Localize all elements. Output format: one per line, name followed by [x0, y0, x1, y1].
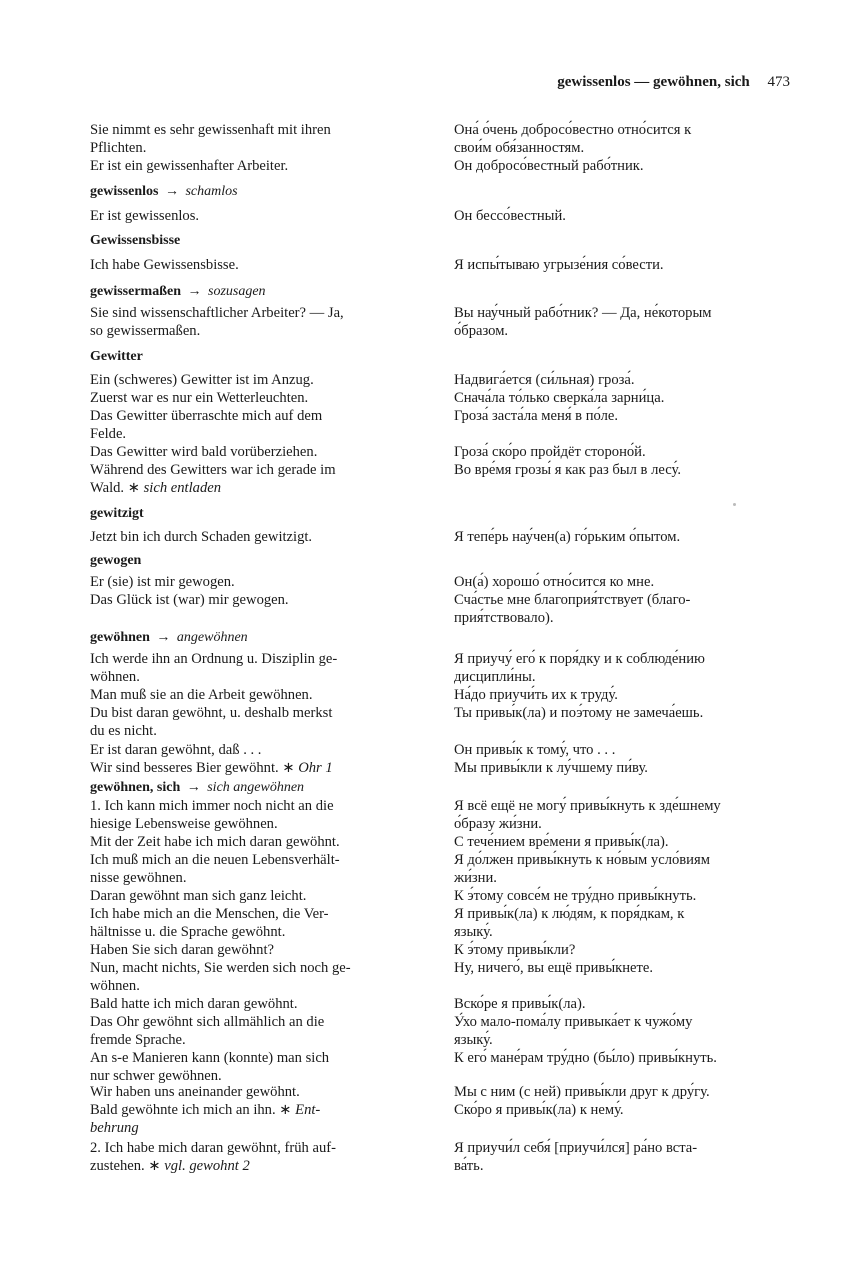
russian-text: К э́тому совсе́м не тру́дно привы́кнуть. — [454, 888, 697, 904]
german-phrase: Wir haben uns aneinander gewöhnt. — [90, 1084, 300, 1100]
russian-text: Она́ о́чень добросо́вестно отно́сится к — [454, 122, 692, 138]
headword-term: Gewitter — [90, 349, 143, 364]
german-phrase: Wald. — [90, 480, 125, 496]
russian-text: прия́тствовало). — [454, 610, 554, 626]
german-phrase: Das Ohr gewöhnt sich allmählich an die — [90, 1014, 325, 1030]
russian-text: Надвига́ется (си́льная) гроза́. — [454, 372, 635, 388]
german-phrase: An s-e Manieren kann (konnte) man sich — [90, 1050, 330, 1066]
german-text — [90, 797, 430, 815]
russian-text: Он(а́) хорошо́ отно́сится ко мне. — [454, 574, 655, 590]
german-text — [90, 1101, 430, 1119]
german-text — [90, 1049, 430, 1067]
german-text — [90, 905, 430, 923]
russian-text: Мы привы́кли к лу́чшему пи́ву. — [454, 760, 648, 776]
russian-text: жи́зни. — [454, 870, 497, 886]
cross-reference: sich entladen — [143, 480, 222, 496]
german-text — [90, 741, 430, 759]
german-text — [90, 407, 430, 425]
german-text — [90, 1139, 430, 1157]
german-text — [90, 1031, 430, 1049]
german-phrase: Ein (schweres) Gewitter ist im Anzug. — [90, 372, 314, 388]
russian-text: Я приучу́ его́ к поря́дку и к соблюде́нию — [454, 651, 705, 667]
russian-text: Я привы́к(ла) к лю́дям, к поря́дкам, к — [454, 906, 685, 922]
headword — [90, 283, 430, 301]
german-text — [90, 371, 430, 389]
russian-text: о́бразу жи́зни. — [454, 816, 542, 832]
german-text — [90, 1083, 430, 1101]
russian-text: Я приучи́л себя́ [приучи́лся] ра́но вста- — [454, 1140, 698, 1156]
russian-text: Гроза́ заста́ла меня́ в по́ле. — [454, 408, 619, 424]
german-phrase: Bald hatte ich mich daran gewöhnt. — [90, 996, 298, 1012]
cross-reference: schamlos — [185, 184, 238, 199]
german-phrase: wöhnen. — [90, 669, 140, 685]
russian-text: Ты привы́к(ла) и поэ́тому не замеча́ешь. — [454, 705, 704, 721]
arrow-icon: → — [161, 184, 183, 199]
german-phrase: zustehen. — [90, 1158, 145, 1174]
german-text — [90, 157, 430, 175]
german-text — [90, 851, 430, 869]
german-phrase: hiesige Lebensweise gewöhnen. — [90, 816, 278, 832]
german-text — [90, 759, 430, 777]
german-phrase: Ich muß mich an die neuen Lebensverhält- — [90, 852, 340, 868]
cross-reference: sozusagen — [208, 284, 266, 299]
german-text — [90, 869, 430, 887]
german-phrase: Er ist daran gewöhnt, daß . . . — [90, 742, 262, 758]
russian-text: Ско́ро я привы́к(ла) к нему́. — [454, 1102, 624, 1118]
german-text — [90, 443, 430, 461]
headword — [90, 348, 430, 366]
german-text — [90, 139, 430, 157]
page-number: 473 — [767, 74, 790, 90]
russian-text: языку́. — [454, 924, 493, 940]
german-text — [90, 479, 430, 497]
russian-text: Во вре́мя грозы́ я как раз был в лесу́. — [454, 462, 681, 478]
running-head: gewissenlos — gewöhnen, sich — [557, 74, 750, 90]
german-text — [90, 668, 430, 686]
asterisk-icon: ∗ — [275, 1102, 296, 1118]
german-phrase: hältnisse u. die Sprache gewöhnt. — [90, 924, 286, 940]
russian-text: Вско́ре я привы́к(ла). — [454, 996, 586, 1012]
german-text — [90, 977, 430, 995]
headword-term: gewogen — [90, 553, 142, 568]
german-text — [90, 461, 430, 479]
german-text — [90, 959, 430, 977]
german-text — [90, 1119, 430, 1137]
russian-text: На́до приучи́ть их к труду́. — [454, 687, 618, 703]
russian-text: Я тепе́рь нау́чен(а) го́рьким о́пытом. — [454, 529, 681, 545]
cross-reference: Ohr 1 — [298, 760, 333, 776]
german-phrase: Felde. — [90, 426, 127, 442]
page-header — [557, 74, 790, 91]
headword-term: gewöhnen, sich — [90, 780, 181, 795]
russian-text: Я всё ещё не могу́ привы́кнуть к зде́шнему — [454, 798, 721, 814]
russian-text: Снача́ла то́лько сверка́ла зарни́ца. — [454, 390, 665, 406]
russian-text: Сча́стье мне благоприя́тствует (благо- — [454, 592, 691, 608]
german-text — [90, 815, 430, 833]
headword — [90, 183, 430, 201]
cross-reference: Ent- — [295, 1102, 321, 1118]
russian-text: Мы с ним (с ней) привы́кли друг к дру́гу. — [454, 1084, 710, 1100]
german-phrase: Daran gewöhnt man sich ganz leicht. — [90, 888, 307, 904]
headword-term: gewissermaßen — [90, 284, 181, 299]
russian-text: Я испы́тываю угрызе́ния со́вести. — [454, 257, 664, 273]
cross-reference: sich angewöhnen — [207, 780, 305, 795]
cross-reference: vgl. gewohnt 2 — [164, 1158, 250, 1174]
german-text — [90, 833, 430, 851]
russian-text: о́бразом. — [454, 323, 509, 339]
headword-term: gewitzigt — [90, 506, 144, 521]
german-text — [90, 704, 430, 722]
german-phrase: Er ist ein gewissenhafter Arbeiter. — [90, 158, 289, 174]
russian-text: У́хо мало-пома́лу привыка́ет к чужо́му — [454, 1014, 693, 1030]
german-phrase: Mit der Zeit habe ich mich daran gewöhnt. — [90, 834, 340, 850]
german-phrase: Das Glück ist (war) mir gewogen. — [90, 592, 289, 608]
cross-reference: angewöhnen — [176, 630, 248, 645]
russian-text: дисципли́ны. — [454, 669, 536, 685]
asterisk-icon: ∗ — [144, 1158, 165, 1174]
headword — [90, 552, 430, 570]
german-text — [90, 686, 430, 704]
german-text — [90, 722, 430, 740]
german-phrase: Sie sind wissenschaftlicher Arbeiter? — Ja, — [90, 305, 344, 321]
german-phrase: Man muß sie an die Arbeit gewöhnen. — [90, 687, 313, 703]
german-text — [90, 650, 430, 668]
german-text — [90, 256, 430, 274]
german-text — [90, 425, 430, 443]
german-text — [90, 389, 430, 407]
german-phrase: Das Gewitter überraschte mich auf dem — [90, 408, 323, 424]
headword — [90, 779, 430, 797]
german-phrase: Ich werde ihn an Ordnung u. Disziplin ge- — [90, 651, 338, 667]
russian-text: К э́тому привы́кли? — [454, 942, 576, 958]
german-text — [90, 941, 430, 959]
german-text — [90, 573, 430, 591]
german-phrase: wöhnen. — [90, 978, 140, 994]
headword-term: gewöhnen — [90, 630, 150, 645]
german-phrase: Jetzt bin ich durch Schaden gewitzigt. — [90, 529, 313, 545]
german-phrase: Das Gewitter wird bald vorüberziehen. — [90, 444, 318, 460]
german-text — [90, 322, 430, 340]
german-phrase: Bald gewöhnte ich mich an ihn. — [90, 1102, 276, 1118]
german-phrase: fremde Sprache. — [90, 1032, 186, 1048]
german-text — [90, 121, 430, 139]
german-text — [90, 995, 430, 1013]
german-phrase: Nun, macht nichts, Sie werden sich noch ge- — [90, 960, 351, 976]
arrow-icon: → — [183, 780, 205, 795]
asterisk-icon: ∗ — [124, 480, 144, 496]
arrow-icon: → — [152, 630, 174, 645]
german-phrase: Er ist gewissenlos. — [90, 208, 200, 224]
german-text — [90, 207, 430, 225]
german-phrase: Wir sind besseres Bier gewöhnt. — [90, 760, 279, 776]
cross-reference: behrung — [90, 1120, 139, 1136]
russian-text: ва́ть. — [454, 1158, 484, 1174]
german-phrase: Zuerst war es nur ein Wetterleuchten. — [90, 390, 309, 406]
german-text — [90, 591, 430, 609]
asterisk-icon: ∗ — [278, 760, 299, 776]
russian-text: Ну, ничего́, вы ещё привы́кнете. — [454, 960, 654, 976]
german-phrase: nisse gewöhnen. — [90, 870, 187, 886]
german-phrase: Ich habe Gewissensbisse. — [90, 257, 239, 273]
german-phrase: Während des Gewitters war ich gerade im — [90, 462, 336, 478]
german-phrase: du es nicht. — [90, 723, 157, 739]
german-phrase: Pflichten. — [90, 140, 147, 156]
speck-mark — [733, 503, 736, 506]
headword-term: Gewissensbisse — [90, 233, 181, 248]
german-text — [90, 1013, 430, 1031]
german-phrase: Du bist daran gewöhnt, u. deshalb merkst — [90, 705, 333, 721]
german-phrase: Sie nimmt es sehr gewissenhaft mit ihren — [90, 122, 331, 138]
german-text — [90, 1157, 430, 1175]
german-phrase: 2. Ich habe mich daran gewöhnt, früh auf- — [90, 1140, 336, 1156]
headword — [90, 629, 430, 647]
german-phrase: Er (sie) ist mir gewogen. — [90, 574, 235, 590]
german-text — [90, 887, 430, 905]
headword-term: gewissenlos — [90, 184, 159, 199]
headword — [90, 505, 430, 523]
russian-text: Гроза́ ско́ро пройдёт стороно́й. — [454, 444, 646, 460]
german-text — [90, 304, 430, 322]
russian-text: К его́ мане́рам тру́дно (бы́ло) привы́кнуть. — [454, 1050, 717, 1066]
german-phrase: so gewissermaßen. — [90, 323, 201, 339]
german-phrase: Ich habe mich an die Menschen, die Ver- — [90, 906, 329, 922]
german-text — [90, 528, 430, 546]
german-text — [90, 923, 430, 941]
german-phrase: Haben Sie sich daran gewöhnt? — [90, 942, 274, 958]
russian-text: Я до́лжен привы́кнуть к но́вым усло́виям — [454, 852, 710, 868]
russian-text: Он привы́к к тому́, что . . . — [454, 742, 616, 758]
russian-text: Вы нау́чный рабо́тник? — Да, не́которым — [454, 305, 712, 321]
german-phrase: 1. Ich kann mich immer noch nicht an die — [90, 798, 334, 814]
arrow-icon: → — [184, 284, 205, 299]
german-phrase: nur schwer gewöhnen. — [90, 1068, 222, 1084]
headword — [90, 232, 430, 250]
russian-text: С тече́нием вре́мени я привы́к(ла). — [454, 834, 669, 850]
russian-text: Он добросо́вестный рабо́тник. — [454, 158, 644, 174]
russian-text: свои́м обя́занностям. — [454, 140, 585, 156]
russian-text: языку́. — [454, 1032, 493, 1048]
russian-text: Он бессо́вестный. — [454, 208, 566, 224]
